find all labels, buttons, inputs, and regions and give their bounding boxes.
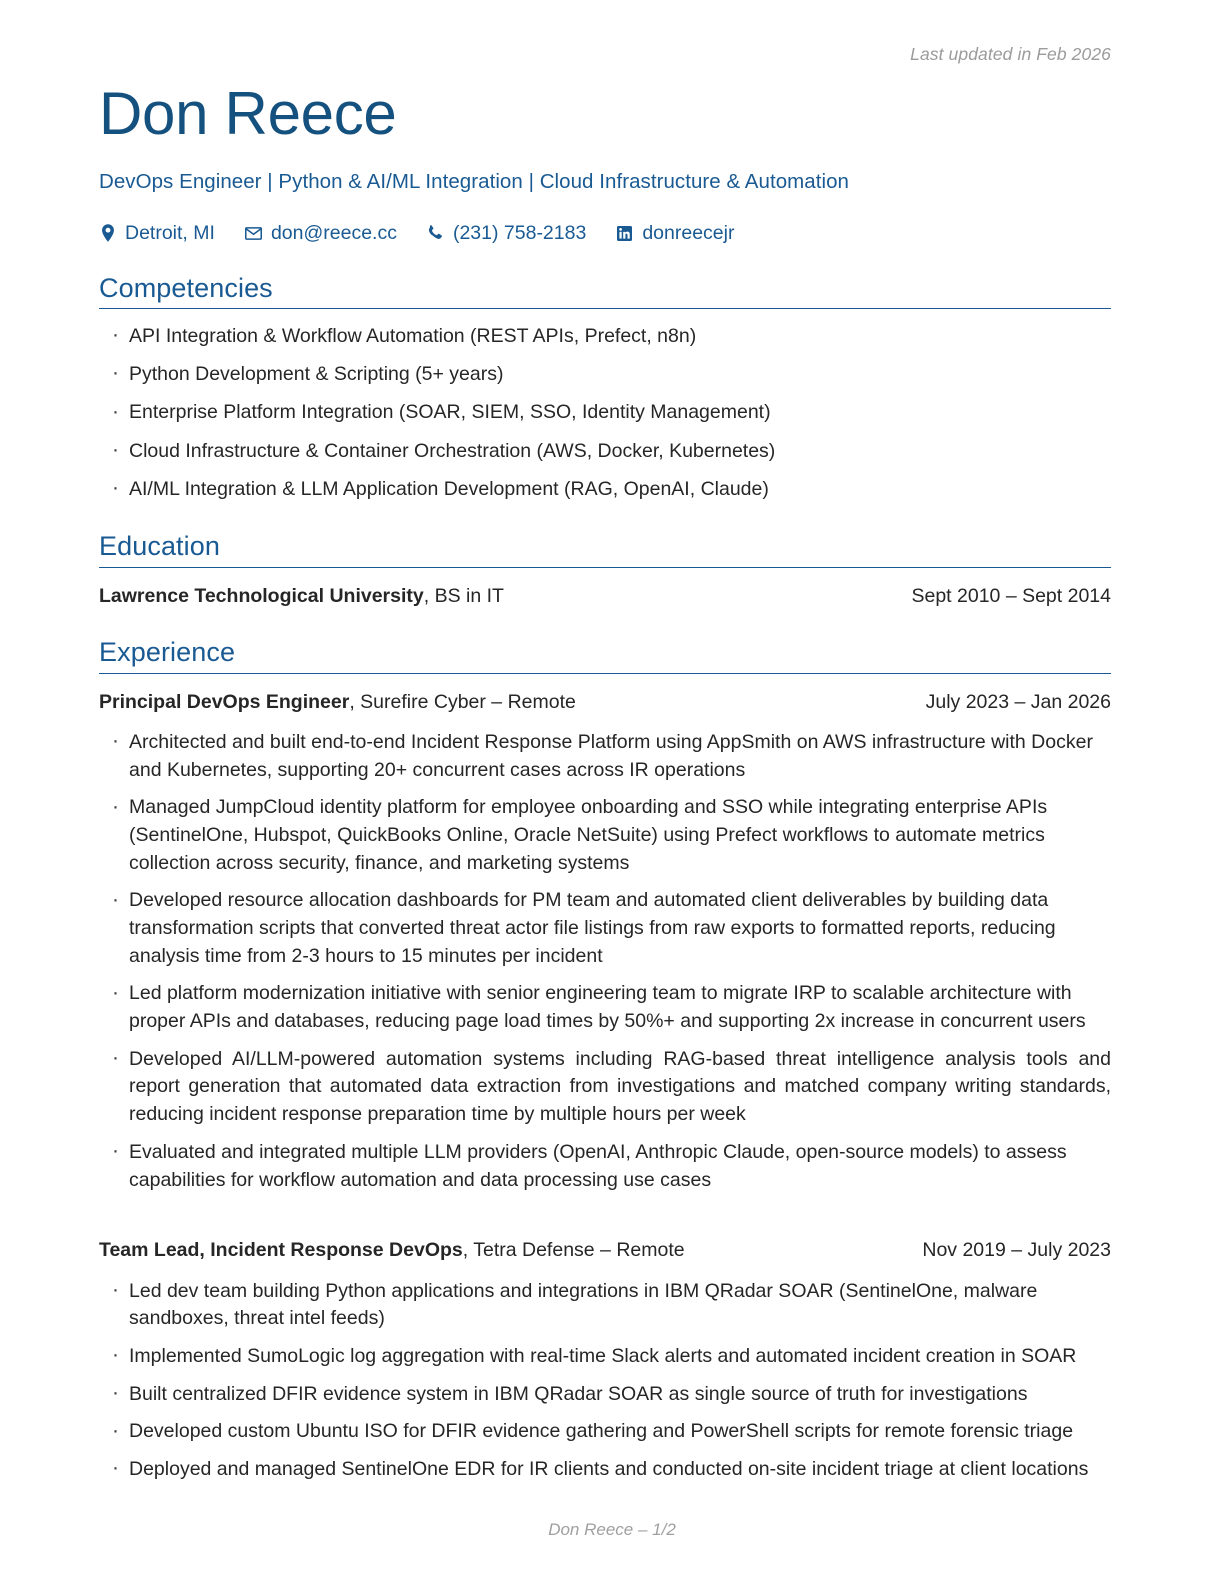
contact-location[interactable] [99,222,215,245]
list-item: · Python Development & Scripting (5+ years) [99,361,1111,389]
candidate-name: Don Reece [99,80,397,147]
section-title-competencies: Competencies [99,272,273,303]
list-item: · Deployed and managed SentinelOne EDR for IR clients and conducted on-site incident triage at client locations [99,1456,1111,1484]
education-entry-left [99,584,504,609]
list-item: · AI/ML Integration & LLM Application Development (RAG, OpenAI, Claude) [99,476,1111,504]
list-item: · Developed custom Ubuntu ISO for DFIR evidence gathering and PowerShell scripts for remote forensic triage [99,1418,1111,1446]
location-pin-icon [99,224,116,243]
list-item: · Developed AI/LLM-powered automation systems including RAG-based threat intelligence analysis tools and report generation that automated data extraction from investigations and matched company writing standards, reducing incident response preparation time by multiple hours per week [99,1046,1111,1129]
list-item: · Cloud Infrastructure & Container Orchestration (AWS, Docker, Kubernetes) [99,438,1111,466]
list-item: · Developed resource allocation dashboards for PM team and automated client deliverables by building data transformation scripts that converted threat actor file listings from raw exports to formatted reports, reducing analysis time from 2-3 hours to 15 minutes per incident [99,887,1111,970]
last-updated-label: Last updated in Feb 2026 [910,44,1111,64]
job-dates: Nov 2019 – July 2023 [922,1239,1111,1262]
list-item: · Architected and built end-to-end Incident Response Platform using AppSmith on AWS infrastructure with Docker and Kubernetes, supporting 20+ concurrent cases across IR operations [99,729,1111,784]
job-role: Team Lead, Incident Response DevOps [99,1239,463,1262]
contact-phone[interactable] [427,222,586,245]
section-competencies [99,245,1111,504]
list-item: · Managed JumpCloud identity platform for employee onboarding and SSO while integrating enterprise APIs (SentinelOne, Hubspot, QuickBooks Online, Oracle NetSuite) using Prefect workflows to automate metrics collection across security, finance, and marketing systems [99,794,1111,877]
list-item: · Built centralized DFIR evidence system in IBM QRadar SOAR as single source of truth for investigations [99,1381,1111,1409]
education-dates: Sept 2010 – Sept 2014 [911,584,1111,607]
linkedin-icon [616,224,633,243]
contact-row [99,194,1111,245]
job-header-left [99,1238,685,1263]
phone-icon [427,224,444,243]
contact-phone-label: (231) 758-2183 [452,221,587,244]
list-item: · API Integration & Workflow Automation (REST APIs, Prefect, n8n) [99,323,1111,351]
section-experience [99,609,1111,1484]
contact-linkedin-label: donreecejr [642,221,735,244]
job-company: , Surefire Cyber – Remote [349,690,576,713]
contact-email-label: don@reece.cc [270,221,397,244]
envelope-icon [245,224,262,243]
section-title-education: Education [99,531,220,562]
competencies-list [99,323,1111,503]
experience-job [99,674,1111,1195]
contact-linkedin[interactable] [616,222,734,245]
section-title-experience: Experience [99,637,236,668]
section-education [99,503,1111,609]
list-item: · Led platform modernization initiative with senior engineering team to migrate IRP to scalable architecture with proper APIs and databases, reducing page load times by 50%+ and supporting 2x increase in concurrent users [99,980,1111,1035]
education-degree: , BS in IT [423,584,504,607]
job-bullets [99,715,1111,1194]
contact-location-label: Detroit, MI [125,221,215,244]
job-company: , Tetra Defense – Remote [462,1239,685,1262]
section-divider [99,308,1111,309]
resume-content [99,0,1111,1484]
education-institution: Lawrence Technological University [99,584,424,607]
job-role: Principal DevOps Engineer [99,690,350,713]
list-item: · Enterprise Platform Integration (SOAR, SIEM, SSO, Identity Management) [99,399,1111,427]
job-dates: July 2023 – Jan 2026 [925,690,1111,713]
job-header [99,674,1111,715]
list-item: · Evaluated and integrated multiple LLM providers (OpenAI, Anthropic Claude, open-source models) to assess capabilities for workflow automation and data processing use cases [99,1139,1111,1194]
experience-job [99,1194,1111,1483]
job-header-left [99,690,576,715]
candidate-subtitle: DevOps Engineer | Python & AI/ML Integration | Cloud Infrastructure & Automation [99,169,850,193]
education-entry [99,568,1111,609]
job-header [99,1222,1111,1263]
list-item: · Led dev team building Python applications and integrations in IBM QRadar SOAR (SentinelOne, malware sandboxes, threat intel feeds) [99,1278,1111,1333]
contact-email[interactable] [245,222,397,245]
job-bullets [99,1264,1111,1484]
page-footer: Don Reece – 1/2 [548,1520,676,1539]
list-item: · Implemented SumoLogic log aggregation with real-time Slack alerts and automated incident creation in SOAR [99,1343,1111,1371]
